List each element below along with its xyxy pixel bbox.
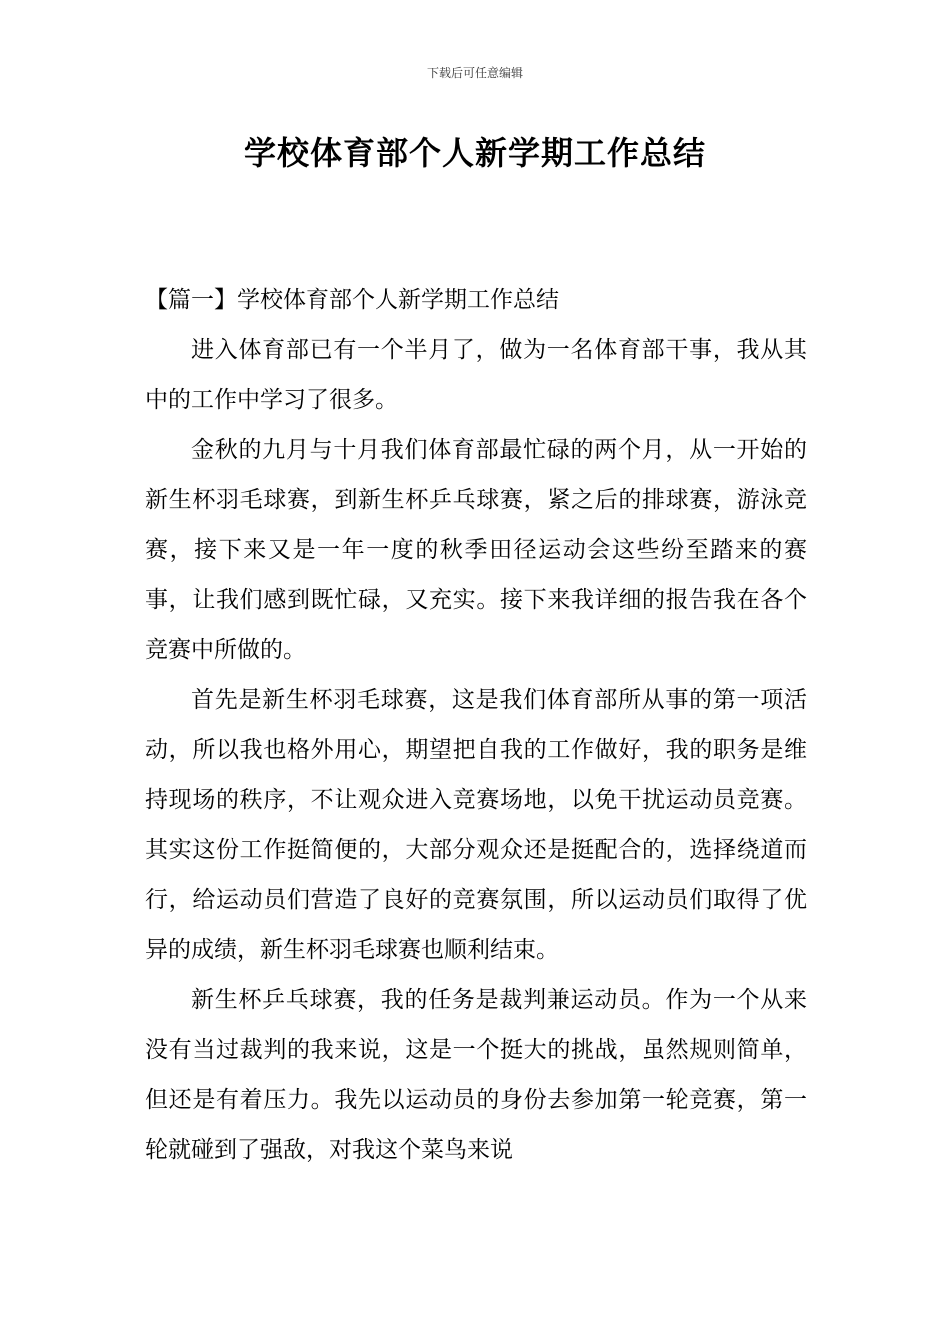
document-title: 学校体育部个人新学期工作总结: [243, 134, 706, 172]
paragraph-3: 首先是新生杯羽毛球赛，这是我们体育部所从事的第一项活动，所以我也格外用心，期望把自我的工作做好，我的职务是维持现场的秩序，不让观众进入竞赛场地，以免干扰运动员竞赛。其实这份工作挺简便的，大部分观众还是挺配合的，选择绕道而行，给运动员们营造了良好的竞赛氛围，所以运动员们取得了优异的成绩，新生杯羽毛球赛也顺利结束。: [145, 687, 807, 963]
paragraph-1: 进入体育部已有一个半月了，做为一名体育部干事，我从其中的工作中学习了很多。: [145, 337, 807, 413]
paragraph-2: 金秋的九月与十月我们体育部最忙碌的两个月，从一开始的新生杯羽毛球赛，到新生杯乒乓球赛，紧之后的排球赛，游泳竞赛，接下来又是一年一度的秋季田径运动会这些纷至踏来的赛事，让我们感到既忙碌，又充实。接下来我详细的报告我在各个竞赛中所做的。: [145, 437, 807, 663]
document-body: [145, 275, 807, 1175]
paragraph-4: 新生杯乒乓球赛，我的任务是裁判兼运动员。作为一个从来没有当过裁判的我来说，这是一个挺大的挑战，虽然规则简单，但还是有着压力。我先以运动员的身份去参加第一轮竞赛，第一轮就碰到了强敌，对我这个菜鸟来说: [145, 987, 807, 1163]
header-note: 下载后可任意编辑: [426, 66, 523, 80]
section-heading: 【篇一】学校体育部个人新学期工作总结: [145, 287, 559, 313]
